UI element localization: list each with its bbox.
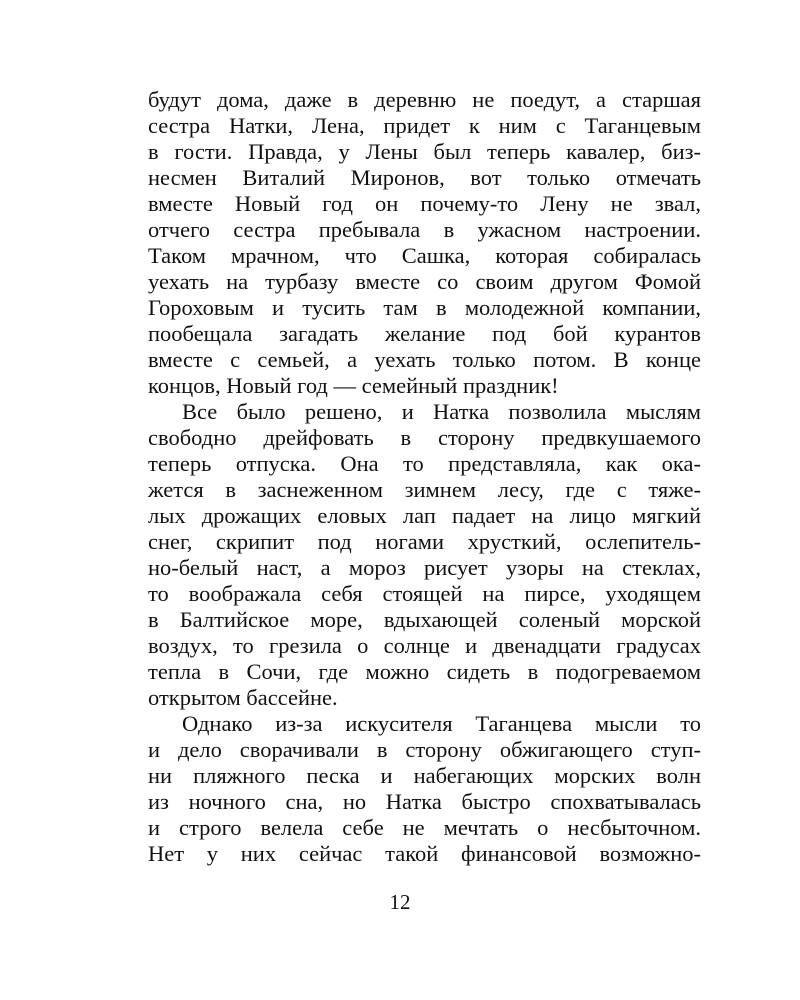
text-line: сестра Натки, Лена, придет к ним с Таганцевым xyxy=(148,113,701,138)
text-line: несмен Виталий Миронов, вот только отмечать xyxy=(148,165,701,190)
text-line: уехать на турбазу вместе со своим другом Фомой xyxy=(148,269,701,294)
text-line: воздух, то грезила о солнце и двенадцати градусах xyxy=(148,633,701,658)
text-line: будут дома, даже в деревню не поедут, а старшая xyxy=(148,87,701,112)
text-line: жется в заснеженном зимнем лесу, где с тяже- xyxy=(148,477,701,502)
text-line: Все было решено, и Натка позволила мыслям xyxy=(182,399,701,424)
text-line: концов, Новый год — семейный праздник! xyxy=(148,373,559,398)
text-line: Нет у них сейчас такой финансовой возможно- xyxy=(148,841,701,866)
text-line: вместе с семьей, а уехать только потом. В конце xyxy=(148,347,701,372)
text-line: и строго велела себе не мечтать о несбыточном. xyxy=(148,815,701,840)
text-line: в гости. Правда, у Лены был теперь кавалер, биз- xyxy=(148,139,701,164)
text-line: Однако из-за искусителя Таганцева мысли то xyxy=(182,711,701,736)
text-line: из ночного сна, но Натка быстро спохватывалась xyxy=(148,789,701,814)
text-line: и дело сворачивали в сторону обжигающего ступ- xyxy=(148,737,701,762)
paragraph-2 xyxy=(148,399,701,711)
text-line: свободно дрейфовать в сторону предвкушаемого xyxy=(148,425,701,450)
text-line: Гороховым и тусить там в молодежной компании, xyxy=(148,295,701,320)
page-number: 12 xyxy=(389,890,411,914)
text-line: лых дрожащих еловых лап падает на лицо мягкий xyxy=(148,503,701,528)
text-line: Таком мрачном, что Сашка, которая собиралась xyxy=(148,243,701,268)
paragraph-1 xyxy=(148,87,701,399)
text-line: отчего сестра пребывала в ужасном настроении. xyxy=(148,217,701,242)
text-line: снег, скрипит под ногами хрусткий, ослепитель- xyxy=(148,529,701,554)
text-line: открытом бассейне. xyxy=(148,685,338,710)
page-text xyxy=(148,87,701,867)
text-line: но-белый наст, а мороз рисует узоры на стеклах, xyxy=(148,555,701,580)
text-line: пообещала загадать желание под бой курантов xyxy=(148,321,701,346)
text-line: вместе Новый год он почему-то Лену не звал, xyxy=(148,191,701,216)
text-line: ни пляжного песка и набегающих морских волн xyxy=(148,763,701,788)
text-line: теперь отпуска. Она то представляла, как ока- xyxy=(148,451,701,476)
text-line: в Балтийское море, вдыхающей соленый морской xyxy=(148,607,701,632)
paragraph-3 xyxy=(148,711,701,867)
text-line: то воображала себя стоящей на пирсе, уходящем xyxy=(148,581,701,606)
text-line: тепла в Сочи, где можно сидеть в подогреваемом xyxy=(148,659,701,684)
